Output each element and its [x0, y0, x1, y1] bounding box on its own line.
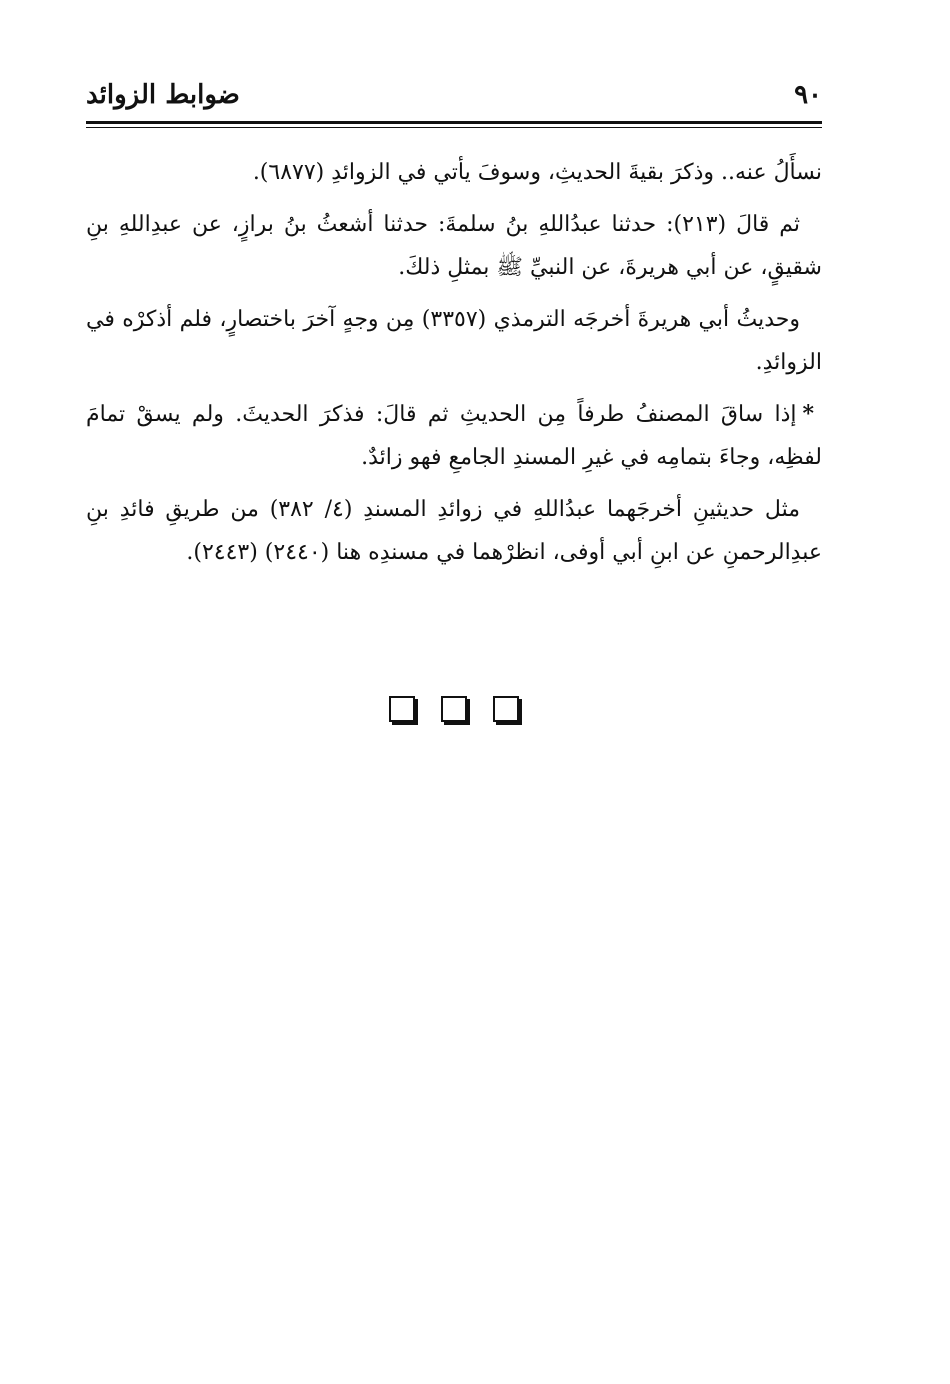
header-rule-thin	[86, 127, 822, 128]
header-rule-thick	[86, 121, 822, 124]
square-ornament-icon	[441, 696, 467, 722]
page-number: ٩٠	[794, 80, 822, 110]
body-text	[86, 151, 822, 583]
rule-text: إذا ساقَ المصنفُ طرفاً مِن الحديثِ ثم قالَ: فذكرَ الحديثَ. ولم يسقْ تمامَ لفظِه، وجاءَ بتمامِه في غيرِ المسندِ الجامعِ فهو زائدٌ.	[86, 402, 822, 470]
paragraph-continuation: نسأَلُ عنه.. وذكرَ بقيةَ الحديثِ، وسوفَ يأتي في الزوائدِ (٦٨٧٧).	[252, 160, 822, 185]
running-head	[86, 76, 822, 116]
rule-paragraph	[86, 393, 822, 479]
square-ornament-icon	[493, 696, 519, 722]
asterisk-icon: *	[802, 401, 814, 427]
running-title: ضوابط الزوائد	[86, 80, 240, 110]
example-paragraph: مثل حديثينِ أخرجَهما عبدُاللهِ في زوائدِ المسندِ (٤/ ٣٨٢) من طريقِ فائدِ بنِ عبدِالرحمنِ عن ابنِ أبي أوفى، انظرْهما في مسندِه هنا (٢٤٤٠) (٢٤٤٣).	[86, 497, 822, 565]
paragraph-tirmidhi: وحديثُ أبي هريرةَ أخرجَه الترمذي (٣٣٥٧) مِن وجهٍ آخرَ باختصارٍ، فلم أذكرْه في الزوائدِ.	[86, 307, 822, 375]
document-page	[86, 76, 822, 565]
square-ornament-icon	[389, 696, 415, 722]
paragraph-chain: ثم قالَ (٢١٣): حدثنا عبدُاللهِ بنُ سلمةَ: حدثنا أشعثُ بنُ برازٍ، عن عبدِاللهِ بنِ شقيقٍ، عن أبي هريرةَ، عن النبيِّ ﷺ بمثلِ ذلكَ.	[86, 212, 822, 280]
section-end-marks	[86, 696, 822, 722]
